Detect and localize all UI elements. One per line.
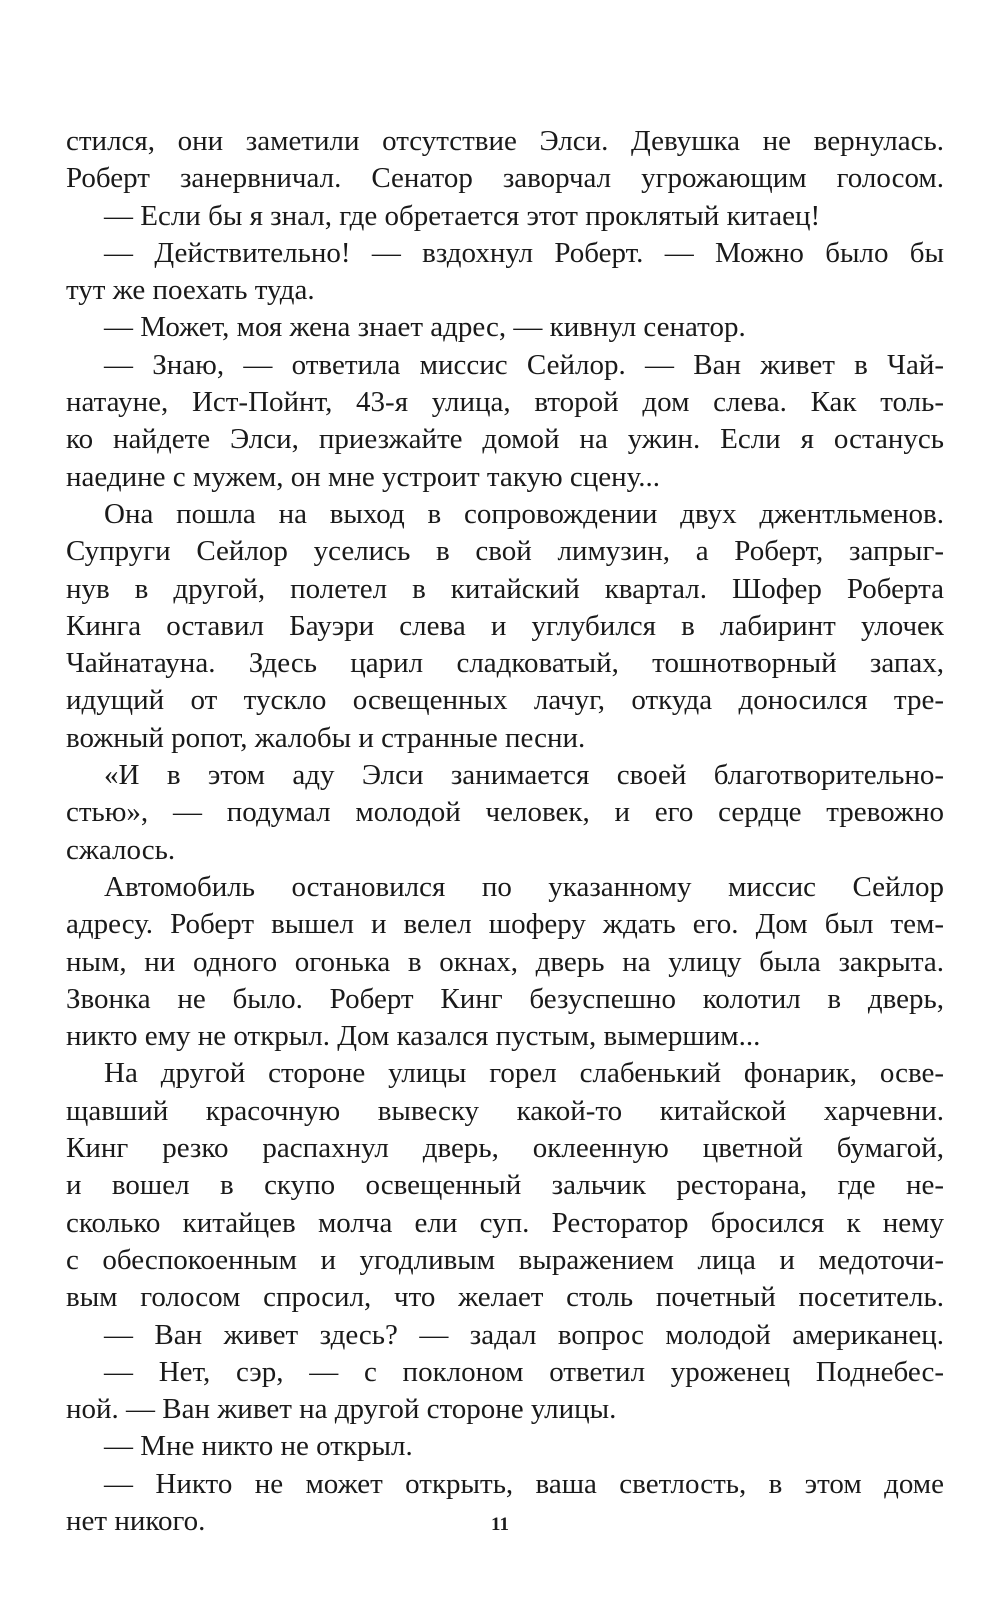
text-line: «И в этом аду Элси занимается своей благотворительно- [104, 759, 944, 792]
text-line: стился, они заметили отсутствие Элси. Девушка не вернулась. [66, 125, 944, 157]
text-line: — Ван живет здесь? — задал вопрос молодой американец. [104, 1318, 944, 1351]
text-line: сколько китайцев молча ели суп. Ресторатор бросился к нему [66, 1206, 944, 1239]
text-line: ко найдете Элси, приезжайте домой на ужин. Если я останусь [66, 423, 944, 456]
text-line: адресу. Роберт вышел и велел шоферу ждать его. Дом был тем- [66, 908, 944, 941]
text-line: Кинга оставил Бауэри слева и углубился в лабиринт улочек [66, 609, 944, 642]
text-line: ным, ни одного огонька в окнах, дверь на улицу была закрыта. [66, 945, 944, 978]
text-line: Автомобиль остановился по указанному миссис Сейлор [104, 870, 944, 903]
text-line: — Мне никто не открыл. [104, 1430, 413, 1463]
text-line: вожный ропот, жалобы и странные песни. [66, 721, 586, 754]
text-line: Она пошла на выход в сопровождении двух джентльменов. [104, 497, 944, 530]
text-line: нув в другой, полетел в китайский квартал. Шофер Роберта [66, 572, 944, 605]
text-line: натауне, Ист-Пойнт, 43-я улица, второй дом слева. Как толь- [66, 386, 944, 419]
text-line: Чайнатауна. Здесь царил сладковатый, тошнотворный запах, [66, 647, 944, 680]
text-line: Супруги Сейлор уселись в свой лимузин, а Роберт, запрыг- [66, 535, 944, 568]
text-line: — Никто не может открыть, ваша светлость, в этом доме [104, 1467, 944, 1500]
text-line: идущий от тускло освещенных лачуг, откуда доносился тре- [66, 684, 944, 717]
text-line: Кинг резко распахнул дверь, оклеенную цветной бумагой, [66, 1132, 944, 1165]
text-line: Звонка не было. Роберт Кинг безуспешно колотил в дверь, [66, 982, 944, 1015]
page-number: 11 [491, 1514, 509, 1535]
text-line: сжалось. [66, 833, 176, 866]
text-line: наедине с мужем, он мне устроит такую сцену... [66, 460, 660, 493]
text-line: — Знаю, — ответила миссис Сейлор. — Ван живет в Чай- [104, 348, 944, 381]
text-line: с обеспокоенным и угодливым выражением лица и медоточи- [66, 1243, 944, 1276]
text-line: — Может, моя жена знает адрес, — кивнул сенатор. [104, 311, 746, 344]
text-line: и вошел в скупо освещенный зальчик ресторана, где не- [66, 1169, 944, 1202]
text-line: — Действительно! — вздохнул Роберт. — Можно было бы [104, 236, 944, 269]
text-line: — Если бы я знал, где обретается этот проклятый китаец! [104, 199, 821, 232]
body-text [66, 123, 944, 1540]
text-line: На другой стороне улицы горел слабенький фонарик, осве- [104, 1057, 944, 1090]
text-line: — Нет, сэр, — с поклоном ответил уроженец Поднебес- [104, 1355, 944, 1388]
text-line: никто ему не открыл. Дом казался пустым, вымершим... [66, 1020, 761, 1053]
text-line: стью», — подумал молодой человек, и его сердце тревожно [66, 796, 944, 829]
text-line: тут же поехать туда. [66, 274, 315, 307]
text-line: ной. — Ван живет на другой стороне улицы. [66, 1393, 617, 1426]
text-line: щавший красочную вывеску какой-то китайской харчевни. [66, 1094, 944, 1127]
text-line: нет никого. [66, 1504, 206, 1537]
text-line: Роберт занервничал. Сенатор заворчал угрожающим голосом. [66, 162, 944, 195]
text-line: вым голосом спросил, что желает столь почетный посетитель. [66, 1281, 944, 1314]
